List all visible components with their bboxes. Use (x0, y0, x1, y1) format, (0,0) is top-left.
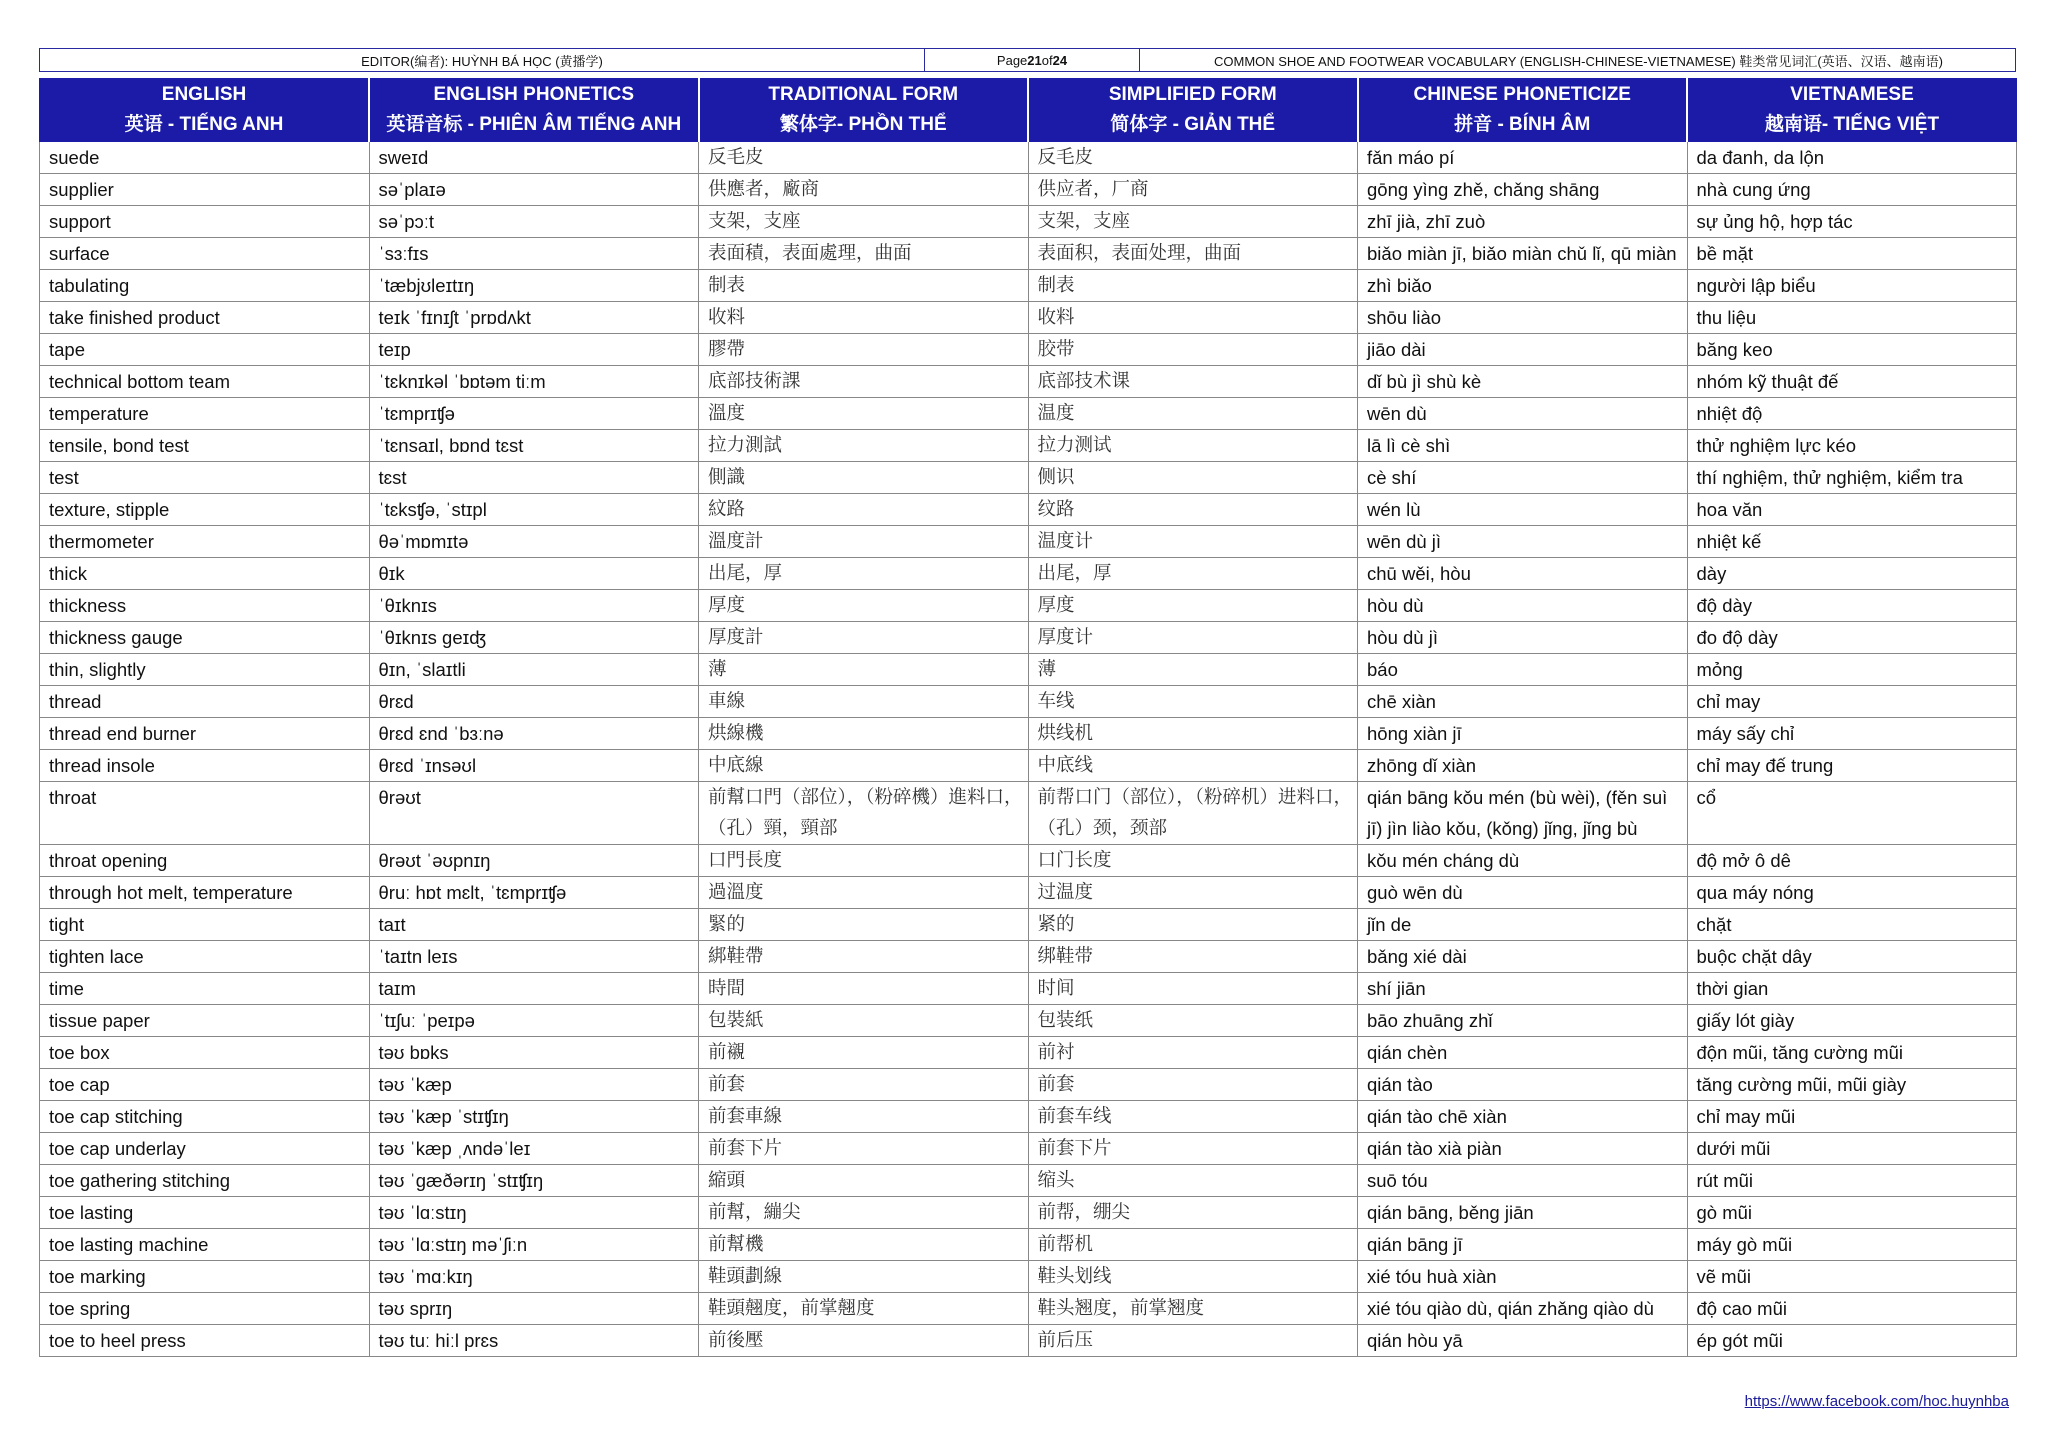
phonetics-cell: teɪp (369, 334, 699, 366)
english-cell: thermometer (40, 526, 370, 558)
vocabulary-table (39, 78, 2017, 1357)
vietnamese-cell: độ cao mũi (1687, 1293, 2017, 1325)
pinyin-cell: zhōng dǐ xiàn (1358, 750, 1688, 782)
table-row (40, 430, 2017, 462)
document-page (39, 48, 2016, 1357)
page-total: 24 (1052, 52, 1068, 68)
phonetics-cell: təʊ tuː hiːl prɛs (369, 1325, 699, 1357)
traditional-cell: 車線 (699, 686, 1029, 718)
table-row (40, 1165, 2017, 1197)
english-cell: temperature (40, 398, 370, 430)
traditional-cell: 包裝紙 (699, 1005, 1029, 1037)
table-row (40, 941, 2017, 973)
traditional-cell: 前套 (699, 1069, 1029, 1101)
pinyin-cell: dǐ bù jì shù kè (1358, 366, 1688, 398)
pinyin-cell: qián bāng, běng jiān (1358, 1197, 1688, 1229)
page-header-bar (39, 48, 2016, 72)
phonetics-cell: ˈθɪknɪs (369, 590, 699, 622)
traditional-cell: 鞋頭翹度，前掌翹度 (699, 1293, 1029, 1325)
simplified-cell: 收料 (1028, 302, 1358, 334)
phonetics-cell: təʊ sprɪŋ (369, 1293, 699, 1325)
traditional-cell: 膠帶 (699, 334, 1029, 366)
column-header (40, 79, 370, 142)
vietnamese-cell: thử nghiệm lực kéo (1687, 430, 2017, 462)
pinyin-cell: kǒu mén cháng dù (1358, 845, 1688, 877)
traditional-cell: 薄 (699, 654, 1029, 686)
vietnamese-cell: máy sấy chỉ (1687, 718, 2017, 750)
table-row (40, 1069, 2017, 1101)
traditional-cell: 底部技術課 (699, 366, 1029, 398)
phonetics-cell: təʊ ˈlɑːstɪŋ (369, 1197, 699, 1229)
pinyin-cell: chē xiàn (1358, 686, 1688, 718)
vietnamese-cell: người lập biểu (1687, 270, 2017, 302)
simplified-cell: 前套 (1028, 1069, 1358, 1101)
phonetics-cell: təʊ ˈmɑːkɪŋ (369, 1261, 699, 1293)
pinyin-cell: suō tóu (1358, 1165, 1688, 1197)
traditional-cell: 前幫，繃尖 (699, 1197, 1029, 1229)
column-subtitle: 越南语- TIẾNG VIỆT (1764, 114, 1940, 135)
simplified-cell: 包装纸 (1028, 1005, 1358, 1037)
pinyin-cell: cè shí (1358, 462, 1688, 494)
traditional-cell: 前後壓 (699, 1325, 1029, 1357)
phonetics-cell: ˈtaɪtn leɪs (369, 941, 699, 973)
phonetics-cell: θəˈmɒmɪtə (369, 526, 699, 558)
simplified-cell: 口门长度 (1028, 845, 1358, 877)
table-row (40, 302, 2017, 334)
simplified-cell: 前衬 (1028, 1037, 1358, 1069)
column-subtitle: 英语音标 - PHIÊN ÂM TIẾNG ANH (386, 114, 682, 135)
simplified-cell: 支架，支座 (1028, 206, 1358, 238)
traditional-cell: 供應者，廠商 (699, 174, 1029, 206)
table-row (40, 1197, 2017, 1229)
vietnamese-cell: da đanh, da lộn (1687, 142, 2017, 174)
vietnamese-cell: độ mở ô dê (1687, 845, 2017, 877)
phonetics-cell: ˈtɛknɪkəl ˈbɒtəm tiːm (369, 366, 699, 398)
table-row (40, 206, 2017, 238)
simplified-cell: 前套车线 (1028, 1101, 1358, 1133)
vietnamese-cell: tăng cường mũi, mũi giày (1687, 1069, 2017, 1101)
traditional-cell: 烘線機 (699, 718, 1029, 750)
traditional-cell: 綁鞋帶 (699, 941, 1029, 973)
traditional-cell: 側識 (699, 462, 1029, 494)
traditional-cell: 反毛皮 (699, 142, 1029, 174)
table-row (40, 1325, 2017, 1357)
pinyin-cell: lā lì cè shì (1358, 430, 1688, 462)
english-cell: thickness (40, 590, 370, 622)
traditional-cell: 出尾，厚 (699, 558, 1029, 590)
vietnamese-cell: nhiệt độ (1687, 398, 2017, 430)
vietnamese-cell: qua máy nóng (1687, 877, 2017, 909)
table-row (40, 174, 2017, 206)
column-header (369, 79, 699, 142)
simplified-cell: 前帮，绷尖 (1028, 1197, 1358, 1229)
table-row (40, 398, 2017, 430)
english-cell: supplier (40, 174, 370, 206)
traditional-cell: 時間 (699, 973, 1029, 1005)
pinyin-cell: qián chèn (1358, 1037, 1688, 1069)
vietnamese-cell: nhiệt kế (1687, 526, 2017, 558)
pinyin-cell: qián bāng kǒu mén (bù wèi), (fěn suì jī) jìn liào kǒu, (kǒng) jǐng, jǐng bù (1358, 782, 1688, 845)
phonetics-cell: təʊ ˈkæp ˌʌndəˈleɪ (369, 1133, 699, 1165)
english-cell: thick (40, 558, 370, 590)
traditional-cell: 制表 (699, 270, 1029, 302)
simplified-cell: 前帮机 (1028, 1229, 1358, 1261)
pinyin-cell: qián bāng jī (1358, 1229, 1688, 1261)
pinyin-cell: biǎo miàn jī, biǎo miàn chǔ lǐ, qū miàn (1358, 238, 1688, 270)
vietnamese-cell: độn mũi, tăng cường mũi (1687, 1037, 2017, 1069)
english-cell: throat (40, 782, 370, 845)
phonetics-cell: ˈtɪʃuː ˈpeɪpə (369, 1005, 699, 1037)
pinyin-cell: guò wēn dù (1358, 877, 1688, 909)
page-of: of (1041, 52, 1053, 68)
vietnamese-cell: dưới mũi (1687, 1133, 2017, 1165)
vietnamese-cell: thí nghiệm, thử nghiệm, kiểm tra (1687, 462, 2017, 494)
table-row (40, 1261, 2017, 1293)
vietnamese-cell: chỉ may đế trung (1687, 750, 2017, 782)
traditional-cell: 緊的 (699, 909, 1029, 941)
phonetics-cell: θruː hɒt mɛlt, ˈtɛmprɪʧə (369, 877, 699, 909)
phonetics-cell: səˈpɔːt (369, 206, 699, 238)
english-cell: toe gathering stitching (40, 1165, 370, 1197)
english-cell: texture, stipple (40, 494, 370, 526)
table-row (40, 750, 2017, 782)
table-row (40, 718, 2017, 750)
page-prefix: Page (996, 52, 1028, 68)
simplified-cell: 反毛皮 (1028, 142, 1358, 174)
simplified-cell: 中底线 (1028, 750, 1358, 782)
table-row (40, 270, 2017, 302)
pinyin-cell: shōu liào (1358, 302, 1688, 334)
phonetics-cell: ˈtɛnsaɪl, bɒnd tɛst (369, 430, 699, 462)
facebook-link[interactable]: https://www.facebook.com/hoc.huynhba (1744, 1393, 2009, 1410)
phonetics-cell: θrɛd ˈɪnsəʊl (369, 750, 699, 782)
simplified-cell: 制表 (1028, 270, 1358, 302)
phonetics-cell: taɪm (369, 973, 699, 1005)
table-row (40, 590, 2017, 622)
phonetics-cell: taɪt (369, 909, 699, 941)
phonetics-cell: ˈsɜːfɪs (369, 238, 699, 270)
phonetics-cell: ˈtæbjʊleɪtɪŋ (369, 270, 699, 302)
phonetics-cell: səˈplaɪə (369, 174, 699, 206)
traditional-cell: 紋路 (699, 494, 1029, 526)
column-header (1358, 79, 1688, 142)
english-cell: tissue paper (40, 1005, 370, 1037)
vietnamese-cell: đo độ dày (1687, 622, 2017, 654)
simplified-cell: 薄 (1028, 654, 1358, 686)
pinyin-cell: fǎn máo pí (1358, 142, 1688, 174)
table-row (40, 1037, 2017, 1069)
vietnamese-cell: mỏng (1687, 654, 2017, 686)
pinyin-cell: gōng yìng zhě, chǎng shāng (1358, 174, 1688, 206)
pinyin-cell: bǎng xié dài (1358, 941, 1688, 973)
english-cell: tighten lace (40, 941, 370, 973)
simplified-cell: 出尾，厚 (1028, 558, 1358, 590)
column-header (1687, 79, 2017, 142)
phonetics-cell: ˈθɪknɪs geɪʤ (369, 622, 699, 654)
pinyin-cell: xié tóu huà xiàn (1358, 1261, 1688, 1293)
column-title: TRADITIONAL FORM (768, 84, 959, 105)
table-row (40, 973, 2017, 1005)
simplified-cell: 过温度 (1028, 877, 1358, 909)
phonetics-cell: sweɪd (369, 142, 699, 174)
column-title: ENGLISH PHONETICS (433, 84, 635, 105)
english-cell: tabulating (40, 270, 370, 302)
pinyin-cell: bāo zhuāng zhǐ (1358, 1005, 1688, 1037)
english-cell: tape (40, 334, 370, 366)
english-cell: toe lasting machine (40, 1229, 370, 1261)
phonetics-cell: təʊ ˈlɑːstɪŋ məˈʃiːn (369, 1229, 699, 1261)
english-cell: thread (40, 686, 370, 718)
column-subtitle: 简体字 - GIẢN THỂ (1110, 114, 1276, 135)
table-row (40, 334, 2017, 366)
vietnamese-cell: chỉ may (1687, 686, 2017, 718)
page-indicator (924, 49, 1139, 71)
table-row (40, 558, 2017, 590)
table-row (40, 1005, 2017, 1037)
simplified-cell: 供应者，厂商 (1028, 174, 1358, 206)
column-header (1028, 79, 1358, 142)
pinyin-cell: qián tào xià piàn (1358, 1133, 1688, 1165)
simplified-cell: 底部技术课 (1028, 366, 1358, 398)
english-cell: support (40, 206, 370, 238)
english-cell: toe marking (40, 1261, 370, 1293)
simplified-cell: 温度 (1028, 398, 1358, 430)
table-row (40, 686, 2017, 718)
vietnamese-cell: độ dày (1687, 590, 2017, 622)
table-row (40, 526, 2017, 558)
simplified-cell: 厚度计 (1028, 622, 1358, 654)
phonetics-cell: tɛst (369, 462, 699, 494)
phonetics-cell: θrɛd ɛnd ˈbɜːnə (369, 718, 699, 750)
simplified-cell: 表面积，表面处理，曲面 (1028, 238, 1358, 270)
pinyin-cell: shí jiān (1358, 973, 1688, 1005)
english-cell: toe spring (40, 1293, 370, 1325)
table-row (40, 1101, 2017, 1133)
traditional-cell: 支架，支座 (699, 206, 1029, 238)
simplified-cell: 鞋头翘度，前掌翘度 (1028, 1293, 1358, 1325)
traditional-cell: 收料 (699, 302, 1029, 334)
traditional-cell: 前套車線 (699, 1101, 1029, 1133)
vietnamese-cell: dày (1687, 558, 2017, 590)
phonetics-cell: θrəʊt (369, 782, 699, 845)
vietnamese-cell: gò mũi (1687, 1197, 2017, 1229)
column-subtitle: 拼音 - BÍNH ÂM (1454, 114, 1591, 135)
english-cell: toe box (40, 1037, 370, 1069)
pinyin-cell: wēn dù (1358, 398, 1688, 430)
simplified-cell: 车线 (1028, 686, 1358, 718)
vietnamese-cell: chặt (1687, 909, 2017, 941)
pinyin-cell: qián tào (1358, 1069, 1688, 1101)
vietnamese-cell: máy gò mũi (1687, 1229, 2017, 1261)
vietnamese-cell: vẽ mũi (1687, 1261, 2017, 1293)
simplified-cell: 绑鞋带 (1028, 941, 1358, 973)
table-row (40, 782, 2017, 845)
table-row (40, 238, 2017, 270)
pinyin-cell: qián tào chē xiàn (1358, 1101, 1688, 1133)
vietnamese-cell: cổ (1687, 782, 2017, 845)
english-cell: toe cap (40, 1069, 370, 1101)
vietnamese-cell: sự ủng hộ, hợp tác (1687, 206, 2017, 238)
english-cell: surface (40, 238, 370, 270)
table-body (40, 142, 2017, 1357)
vietnamese-cell: nhà cung ứng (1687, 174, 2017, 206)
column-title: ENGLISH (161, 84, 247, 105)
traditional-cell: 中底線 (699, 750, 1029, 782)
pinyin-cell: hòu dù (1358, 590, 1688, 622)
english-cell: tight (40, 909, 370, 941)
phonetics-cell: teɪk ˈfɪnɪʃt ˈprɒdʌkt (369, 302, 699, 334)
pinyin-cell: zhì biǎo (1358, 270, 1688, 302)
vietnamese-cell: chỉ may mũi (1687, 1101, 2017, 1133)
table-row (40, 622, 2017, 654)
traditional-cell: 前套下片 (699, 1133, 1029, 1165)
pinyin-cell: hòu dù jì (1358, 622, 1688, 654)
column-title: VIETNAMESE (1790, 84, 1914, 105)
english-cell: toe cap stitching (40, 1101, 370, 1133)
simplified-cell: 鞋头划线 (1028, 1261, 1358, 1293)
page-number: 21 (1027, 52, 1042, 68)
vietnamese-cell: nhóm kỹ thuật đế (1687, 366, 2017, 398)
traditional-cell: 拉力測試 (699, 430, 1029, 462)
english-cell: suede (40, 142, 370, 174)
table-row (40, 462, 2017, 494)
simplified-cell: 缩头 (1028, 1165, 1358, 1197)
table-row (40, 909, 2017, 941)
simplified-cell: 侧识 (1028, 462, 1358, 494)
simplified-cell: 紧的 (1028, 909, 1358, 941)
table-row (40, 366, 2017, 398)
pinyin-cell: hōng xiàn jī (1358, 718, 1688, 750)
table-row (40, 1293, 2017, 1325)
simplified-cell: 前后压 (1028, 1325, 1358, 1357)
column-title: SIMPLIFIED FORM (1108, 84, 1277, 105)
simplified-cell: 胶带 (1028, 334, 1358, 366)
traditional-cell: 溫度 (699, 398, 1029, 430)
table-row (40, 494, 2017, 526)
pinyin-cell: wén lù (1358, 494, 1688, 526)
simplified-cell: 前套下片 (1028, 1133, 1358, 1165)
vietnamese-cell: thu liệu (1687, 302, 2017, 334)
table-row (40, 1133, 2017, 1165)
table-header-row (40, 79, 2017, 142)
column-subtitle: 英语 - TIẾNG ANH (124, 114, 284, 135)
simplified-cell: 烘线机 (1028, 718, 1358, 750)
english-cell: tensile, bond test (40, 430, 370, 462)
english-cell: thread end burner (40, 718, 370, 750)
english-cell: toe cap underlay (40, 1133, 370, 1165)
english-cell: toe to heel press (40, 1325, 370, 1357)
english-cell: toe lasting (40, 1197, 370, 1229)
table-row (40, 845, 2017, 877)
english-cell: take finished product (40, 302, 370, 334)
vietnamese-cell: rút mũi (1687, 1165, 2017, 1197)
english-cell: thickness gauge (40, 622, 370, 654)
column-header (699, 79, 1029, 142)
phonetics-cell: θrəʊt ˈəʊpnɪŋ (369, 845, 699, 877)
document-title: COMMON SHOE AND FOOTWEAR VOCABULARY (ENGLISH-CHINESE-VIETNAMESE) 鞋类常见词汇(英语、汉语、越南语) (1139, 49, 2017, 71)
traditional-cell: 厚度計 (699, 622, 1029, 654)
english-cell: thread insole (40, 750, 370, 782)
vietnamese-cell: ép gót mũi (1687, 1325, 2017, 1357)
simplified-cell: 时间 (1028, 973, 1358, 1005)
phonetics-cell: təʊ bɒks (369, 1037, 699, 1069)
traditional-cell: 鞋頭劃線 (699, 1261, 1029, 1293)
table-row (40, 1229, 2017, 1261)
simplified-cell: 拉力测试 (1028, 430, 1358, 462)
pinyin-cell: jiāo dài (1358, 334, 1688, 366)
column-subtitle: 繁体字- PHỒN THỂ (779, 114, 947, 135)
simplified-cell: 前帮口门（部位），（粉碎机）进料口，（孔）颈，颈部 (1028, 782, 1358, 845)
pinyin-cell: chū wěi, hòu (1358, 558, 1688, 590)
editor-label: EDITOR(编者): HUỲNH BÁ HỌC (黄播学) (361, 53, 603, 69)
pinyin-cell: wēn dù jì (1358, 526, 1688, 558)
column-title: CHINESE PHONETICIZE (1413, 84, 1631, 105)
vietnamese-cell: hoa văn (1687, 494, 2017, 526)
english-cell: time (40, 973, 370, 1005)
pinyin-cell: xié tóu qiào dù, qián zhǎng qiào dù (1358, 1293, 1688, 1325)
traditional-cell: 過溫度 (699, 877, 1029, 909)
simplified-cell: 温度计 (1028, 526, 1358, 558)
english-cell: test (40, 462, 370, 494)
traditional-cell: 口門長度 (699, 845, 1029, 877)
english-cell: throat opening (40, 845, 370, 877)
pinyin-cell: qián hòu yā (1358, 1325, 1688, 1357)
simplified-cell: 纹路 (1028, 494, 1358, 526)
vietnamese-cell: buộc chặt dây (1687, 941, 2017, 973)
vietnamese-cell: bề mặt (1687, 238, 2017, 270)
table-row (40, 877, 2017, 909)
pinyin-cell: báo (1358, 654, 1688, 686)
english-cell: technical bottom team (40, 366, 370, 398)
phonetics-cell: təʊ ˈkæp ˈstɪʧɪŋ (369, 1101, 699, 1133)
phonetics-cell: ˈtɛksʧə, ˈstɪpl (369, 494, 699, 526)
phonetics-cell: ˈtɛmprɪʧə (369, 398, 699, 430)
vietnamese-cell: băng keo (1687, 334, 2017, 366)
phonetics-cell: θrɛd (369, 686, 699, 718)
phonetics-cell: təʊ ˈkæp (369, 1069, 699, 1101)
table-row (40, 142, 2017, 174)
phonetics-cell: θɪn, ˈslaɪtli (369, 654, 699, 686)
pinyin-cell: jǐn de (1358, 909, 1688, 941)
vietnamese-cell: giấy lót giày (1687, 1005, 2017, 1037)
table-row (40, 654, 2017, 686)
traditional-cell: 縮頭 (699, 1165, 1029, 1197)
traditional-cell: 厚度 (699, 590, 1029, 622)
phonetics-cell: təʊ ˈgæðərɪŋ ˈstɪʧɪŋ (369, 1165, 699, 1197)
english-cell: thin, slightly (40, 654, 370, 686)
traditional-cell: 前襯 (699, 1037, 1029, 1069)
traditional-cell: 溫度計 (699, 526, 1029, 558)
pinyin-cell: zhī jià, zhī zuò (1358, 206, 1688, 238)
vietnamese-cell: thời gian (1687, 973, 2017, 1005)
simplified-cell: 厚度 (1028, 590, 1358, 622)
traditional-cell: 前幫口門（部位），（粉碎機）進料口，（孔）頸，頸部 (699, 782, 1029, 845)
traditional-cell: 表面積，表面處理，曲面 (699, 238, 1029, 270)
traditional-cell: 前幫機 (699, 1229, 1029, 1261)
english-cell: through hot melt, temperature (40, 877, 370, 909)
phonetics-cell: θɪk (369, 558, 699, 590)
